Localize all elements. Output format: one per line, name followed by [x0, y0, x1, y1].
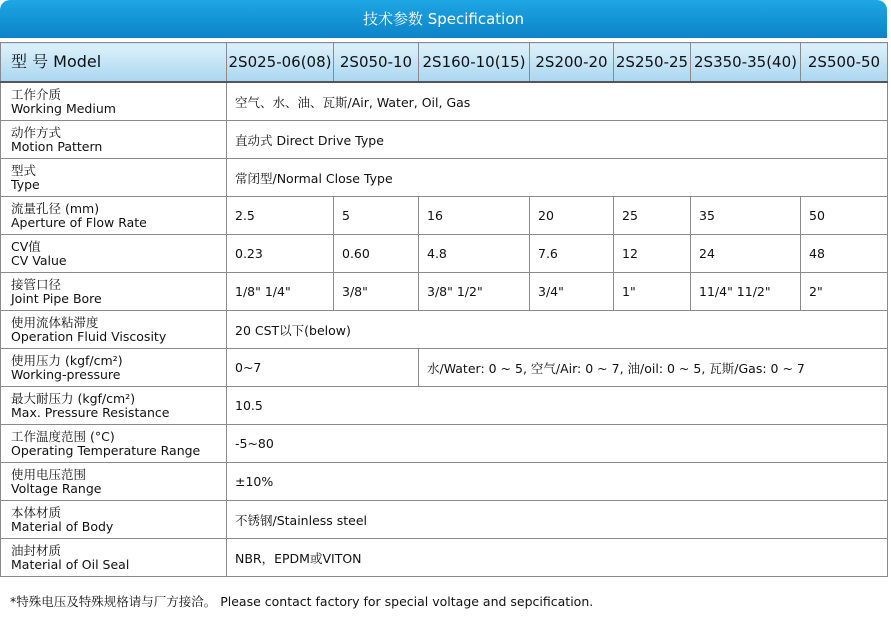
model-cell: 2S500-50 [801, 43, 888, 83]
row-value: 35 [691, 197, 801, 235]
row-value: 0.60 [334, 235, 419, 273]
row-temperature [1, 425, 888, 463]
row-working-pressure [1, 349, 888, 387]
row-label: 工作介质 Working Medium [1, 82, 227, 121]
spec-title-banner: 技术参数 Specification [0, 0, 887, 38]
row-value: 3/8" 1/2" [419, 273, 530, 311]
spec-table [0, 42, 888, 577]
row-value: 2" [801, 273, 888, 311]
row-value: 0.23 [227, 235, 334, 273]
row-value: 16 [419, 197, 530, 235]
row-value: 4.8 [419, 235, 530, 273]
row-value: 20 CST以下(below) [227, 311, 888, 349]
row-value: NBR，EPDM或VITON [227, 539, 888, 577]
row-value: 7.6 [530, 235, 614, 273]
row-value: ±10% [227, 463, 888, 501]
row-value: 3/4" [530, 273, 614, 311]
row-value: 25 [614, 197, 691, 235]
model-label: 型 号 Model [1, 43, 227, 83]
model-cell: 2S350-35(40) [691, 43, 801, 83]
row-motion-pattern [1, 121, 888, 159]
row-working-medium [1, 82, 888, 121]
row-seal-material [1, 539, 888, 577]
row-viscosity [1, 311, 888, 349]
row-label: 工作温度范围 (°C) Operating Temperature Range [1, 425, 227, 463]
row-value: 50 [801, 197, 888, 235]
row-aperture [1, 197, 888, 235]
row-label: 流量孔径 (mm) Aperture of Flow Rate [1, 197, 227, 235]
row-label: 使用流体粘滞度 Operation Fluid Viscosity [1, 311, 227, 349]
row-value: 1" [614, 273, 691, 311]
model-cell: 2S025-06(08) [227, 43, 334, 83]
row-joint-pipe-bore [1, 273, 888, 311]
row-label: 型式 Type [1, 159, 227, 197]
row-value: 24 [691, 235, 801, 273]
row-value: 不锈钢/Stainless steel [227, 501, 888, 539]
row-value: 10.5 [227, 387, 888, 425]
row-label: 使用压力 (kgf/cm²) Working-pressure [1, 349, 227, 387]
row-label: CV值 CV Value [1, 235, 227, 273]
row-voltage [1, 463, 888, 501]
row-value: 1/8" 1/4" [227, 273, 334, 311]
row-label: 动作方式 Motion Pattern [1, 121, 227, 159]
row-value: 3/8" [334, 273, 419, 311]
row-value: 5 [334, 197, 419, 235]
model-cell: 2S200-20 [530, 43, 614, 83]
row-max-pressure [1, 387, 888, 425]
row-value: 0~7 [227, 349, 419, 387]
row-label: 油封材质 Material of Oil Seal [1, 539, 227, 577]
row-value: 2.5 [227, 197, 334, 235]
row-label: 使用电压范围 Voltage Range [1, 463, 227, 501]
row-value: 12 [614, 235, 691, 273]
row-value: 空气、水、油、瓦斯/Air, Water, Oil, Gas [227, 82, 888, 121]
row-body-material [1, 501, 888, 539]
row-value: 20 [530, 197, 614, 235]
model-header-row [1, 43, 888, 83]
row-label: 本体材质 Material of Body [1, 501, 227, 539]
row-label: 最大耐压力 (kgf/cm²) Max. Pressure Resistance [1, 387, 227, 425]
row-value: 直动式 Direct Drive Type [227, 121, 888, 159]
model-cell: 2S160-10(15) [419, 43, 530, 83]
model-cell: 2S250-25 [614, 43, 691, 83]
row-value: -5~80 [227, 425, 888, 463]
model-cell: 2S050-10 [334, 43, 419, 83]
row-label: 接管口径 Joint Pipe Bore [1, 273, 227, 311]
footnote: *特殊电压及特殊规格请与厂方接洽。 Please contact factory for special voltage and sepcification. [10, 594, 594, 609]
row-value: 11/4" 11/2" [691, 273, 801, 311]
row-value: 常闭型/Normal Close Type [227, 159, 888, 197]
row-value: 48 [801, 235, 888, 273]
row-type [1, 159, 888, 197]
row-cv-value [1, 235, 888, 273]
row-value: 水/Water: 0 ~ 5, 空气/Air: 0 ~ 7, 油/oil: 0 ~ 5, 瓦斯/Gas: 0 ~ 7 [419, 349, 888, 387]
